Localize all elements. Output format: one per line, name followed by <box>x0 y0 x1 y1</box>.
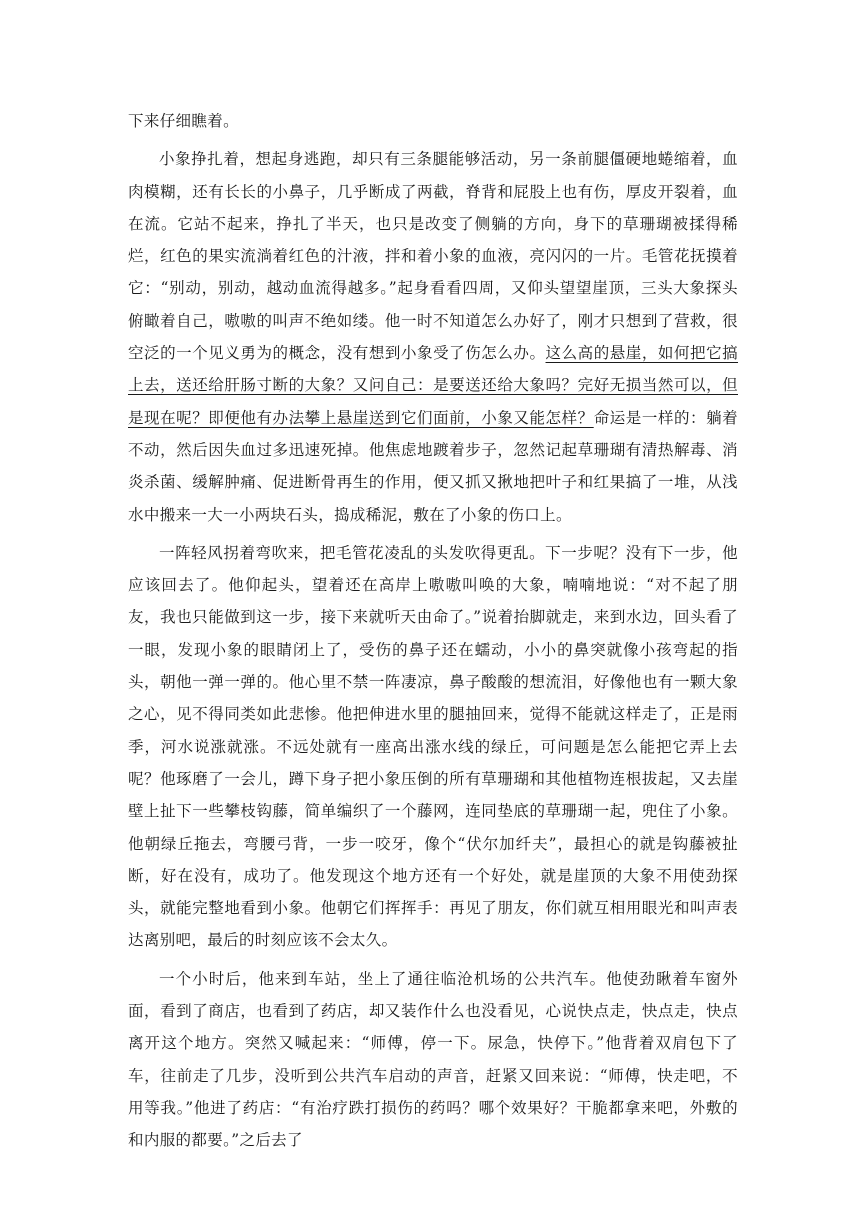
text-segment: 下来仔细瞧着。 <box>128 112 239 130</box>
document-page <box>128 105 738 1157</box>
paragraph <box>128 105 738 137</box>
text-segment: 一个小时后，他来到车站，坐上了通往临沧机场的公共汽车。他使劲瞅着车窗外面，看到了商店，也看到了药店，却又装作什么也没看见，心说快点走，快点走，快点离开这个地方。突然又喊起来：“师傅，停一下。尿急，快停下。”他背着双肩包下了车，往前走了几步，没听到公共汽车启动的声音，赶紧又回来说：“师傅，快走吧，不用等我。”他进了药店：“有治疗跌打损伤的药吗？哪个效果好？干脆都拿来吧，外敷的和内服的都要。”之后去了 <box>128 969 738 1150</box>
underlined-passage: 这么高的悬崖，如何把它搞上去，送还给肝肠寸断的大象？又问自己：是要送还给大象吗？完好无损当然可以，但是现在呢？即便他有办法攀上悬崖送到它们面前，小象又能怎样？ <box>128 344 739 427</box>
text-segment: 命运是一样的：躺着不动，然后因失血过多迅速死掉。他焦虑地踱着步子，忽然记起草珊瑚有清热解毒、消炎杀菌、缓解肿痛、促进断骨再生的作用，便又抓又揪地把叶子和红果搞了一堆，从浅水中搬来一大一小两块石头，捣成稀泥，敷在了小象的伤口上。 <box>128 408 739 524</box>
paragraph <box>128 963 738 1157</box>
text-segment: 一阵轻风拐着弯吹来，把毛管花凌乱的头发吹得更乱。下一步呢？没有下一步，他应该回去了。他仰起头，望着还在高岸上嗷嗷叫唤的大象，喃喃地说：“对不起了朋友，我也只能做到这一步，接下来就听天由命了。”说着抬脚就走，来到水边，回头看了一眼，发现小象的眼睛闭上了，受伤的鼻子还在蠕动，小小的鼻突就像小孩弯起的指头，朝他一弹一弹的。他心里不禁一阵凄凉，鼻子酸酸的想流泪，好像他也有一颗大象之心，见不得同类如此悲惨。他把伸进水里的腿抽回来，觉得不能就这样走了，正是雨季，河水说涨就涨。不远处就有一座高出涨水线的绿丘，可问题是怎么能把它弄上去呢？他琢磨了一会儿，蹲下身子把小象压倒的所有草珊瑚和其他植物连根拔起，又去崖壁上扯下一些攀枝钩藤，简单编织了一个藤网，连同垫底的草珊瑚一起，兜住了小象。他朝绿丘拖去，弯腰弓背，一步一咬牙，像个“伏尔加纤夫”，最担心的就是钩藤被扯断，好在没有，成功了。他发现这个地方还有一个好处，就是崖顶的大象不用使劲探头，就能完整地看到小象。他朝它们挥挥手：再见了朋友，你们就互相用眼光和叫声表达离别吧，最后的时刻应该不会太久。 <box>128 543 738 950</box>
text-segment: 小象挣扎着，想起身逃跑，却只有三条腿能够活动，另一条前腿僵硬地蜷缩着，血肉模糊，还有长长的小鼻子，几乎断成了两截，脊背和屁股上也有伤，厚皮开裂着，血在流。它站不起来，挣扎了半天，也只是改变了侧躺的方向，身下的草珊瑚被揉得稀烂，红色的果实流淌着红色的汁液，拌和着小象的血液，亮闪闪的一片。毛管花抚摸着它：“别动，别动，越动血流得越多。”起身看看四周，又仰头望望崖顶，三头大象探头俯瞰着自己，嗷嗷的叫声不绝如缕。他一时不知道怎么办好了，刚才只想到了营救，很空泛的一个见义勇为的概念，没有想到小象受了伤怎么办。 <box>128 150 738 363</box>
paragraph <box>128 537 738 957</box>
paragraph <box>128 143 738 531</box>
